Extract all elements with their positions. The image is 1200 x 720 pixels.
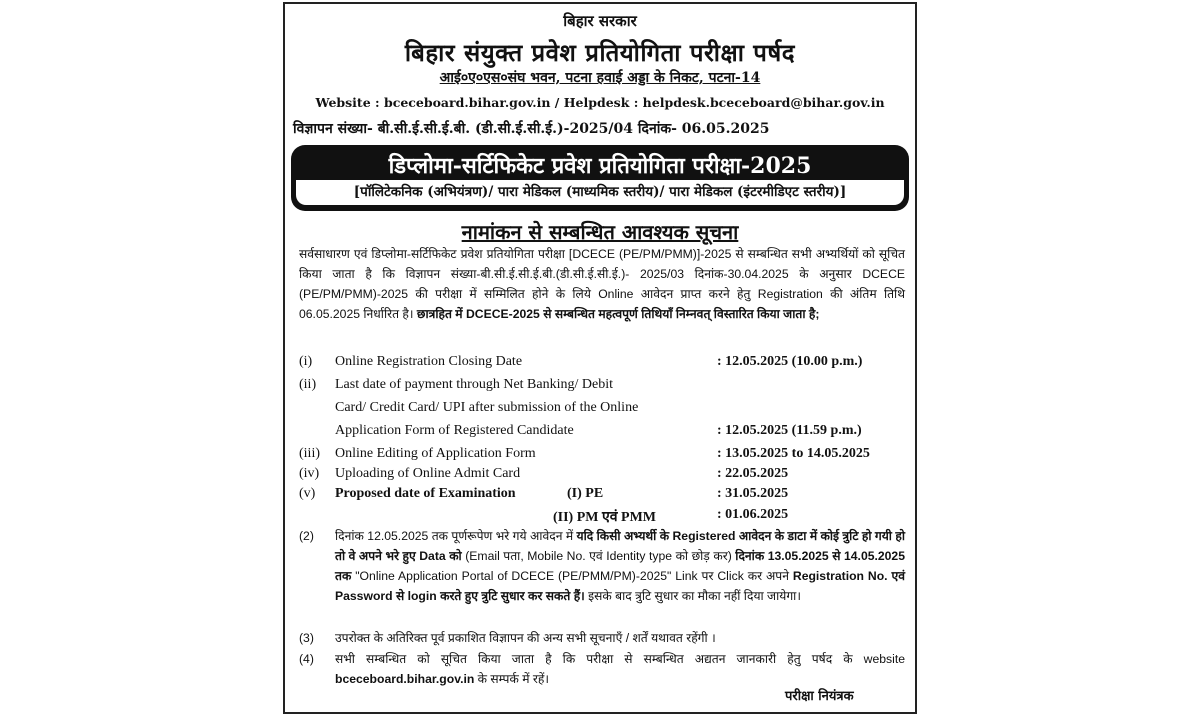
- intro-paragraph: [299, 244, 905, 324]
- govt-label: बिहार सरकार: [563, 12, 637, 30]
- website-line: Website : bceceboard.bihar.gov.in / Helpdesk : helpdesk.bceceboard@bihar.gov.in: [315, 95, 885, 110]
- note-4: (4) सभी सम्बन्धित को सूचित किया जाता है कि परीक्षा से सम्बन्धित अद्यतन जानकारी हेतु पर्षद के website bceceboard.bihar.gov.in के सम्पर्क में रहें।: [299, 652, 905, 686]
- exam-banner: [291, 145, 909, 211]
- notice-heading: नामांकन से सम्बन्धित आवश्यक सूचना: [461, 220, 739, 244]
- board-title: बिहार संयुक्त प्रवेश प्रतियोगिता परीक्षा पर्षद: [404, 38, 796, 67]
- banner-title: डिप्लोमा-सर्टिफिकेट प्रवेश प्रतियोगिता परीक्षा-2025: [388, 153, 812, 179]
- notice-page: बिहार सरकार बिहार संयुक्त प्रवेश प्रतियोगिता परीक्षा पर्षद आई०ए०एस०संघ भवन, पटना हवाई अड्डा के निकट, पटना-14 Website : bceceboard.bihar.gov.in / Helpdesk : helpdesk.bceceboard@bihar.gov.in विज्ञापन संख्या- बी.सी.ई.सी.ई.बी. (डी.सी.ई.सी.ई.)-2025/04 दिनांक- 06.05.2025 डिप्लोमा-सर्टिफिकेट प्रवेश प्रतियोगिता परीक्षा-2025 [पॉलिटेकनिक (अभियंत्रण)/ पारा मेडिकल (माध्यमिक स्तरीय)/ पारा मेडिकल (इंटरमीडिएट स्तरीय)] नामांकन से सम्बन्धित आवश्यक सूचना सर्वसाधारण एवं डिप्लोमा-सर्टिफिकेट प्रवेश प्रतियोगिता परीक्षा [DCECE (PE/PM/PMM)]-2025 से सम्बन्धित सभी अभ्यर्थियों को सूचित किया जाता है कि विज्ञापन संख्या-बी.सी.ई.सी.ई.बी.(डी.सी.ई.सी.ई.)- 2025/03 दिनांक-30.04.2025 के अनुसार DCECE (PE/PM/PMM)-2025 की परीक्षा में सम्मिलित होने के लिये Online आवेदन प्राप्त करने हेतु Registration की अंतिम तिथि 06.05.2025 निर्धारित है। छात्रहित में DCECE-2025 से सम्बन्धित महत्वपूर्ण तिथियाँ निम्नवत् विस्तारित किया जाता है; (i) Online Registration Closing Date : 12.05.2025 (10.00 p.m.) (ii) Last date of payment through Net Banking/ Debit Card/ Credit Card/ UPI after submission of the Online Application Form of Registered Candidate : 12.05.2025 (11.59 p.m.) (iii) Online Editing of Application Form : 13.05.2025 to 14.05.2025 (iv) Uploading of Online Admit Card : 22.05.2025 (v) Proposed date of Examination (I) PE : 31.05.2025 (II) PM एवं PMM : 01.06.2025 (2) दिनांक 12.05.2025 तक पूर्णरूपेण भरे गये आवेदन में यदि किसी अभ्यर्थी के Registered आवेदन के डाटा में कोई त्रुटि हो गयी हो तो वे अपने भरे हुए Data को (Email पता, Mobile No. एवं Identity type को छोड़ कर) दिनांक 13.05.2025 से 14.05.2025 तक "Online Application Portal of DCECE (PE/PMM/PM)-2025" Link पर Click कर अपने Registration No. एवं Password से login करते हुए त्रुटि सुधार कर सकते हैं। इसके बाद त्रुटि सुधार का मौका नहीं दिया जायेगा। (3) उपरोक्त के अतिरिक्त पूर्व प्रकाशित विज्ञापन की अन्य सभी सूचनाएँ / शर्तें यथावत रहेंगी । (4) सभी सम्बन्धित को सूचित किया जाता है कि परीक्षा से सम्बन्धित अद्यतन जानकारी हेतु पर्षद के website bceceboard.bihar.gov.in के सम्पर्क में रहें। परीक्षा नियंत्रक: [283, 2, 917, 714]
- board-address: आई०ए०एस०संघ भवन, पटना हवाई अड्डा के निकट, पटना-14: [439, 70, 761, 86]
- note-2: (2) दिनांक 12.05.2025 तक पूर्णरूपेण भरे गये आवेदन में यदि किसी अभ्यर्थी के Registered आवेदन के डाटा में कोई त्रुटि हो गयी हो तो वे अपने भरे हुए Data को (Email पता, Mobile No. एवं Identity type को छोड़ कर) दिनांक 13.05.2025 से 14.05.2025 तक "Online Application Portal of DCECE (PE/PMM/PM)-2025" Link पर Click कर अपने Registration No. एवं Password से login करते हुए त्रुटि सुधार कर सकते हैं। इसके बाद त्रुटि सुधार का मौका नहीं दिया जायेगा।: [299, 529, 905, 603]
- intro-text: सर्वसाधारण एवं डिप्लोमा-सर्टिफिकेट प्रवेश प्रतियोगिता परीक्षा [DCECE (PE/PM/PMM)]-2025 से सम्बन्धित सभी अभ्यर्थियों को सूचित किया जाता है कि विज्ञापन संख्या-बी.सी.ई.सी.ई.बी.(डी.सी.ई.सी.ई.)- 2025/03 दिनांक-30.04.2025 के अनुसार DCECE (PE/PM/PMM)-2025 की परीक्षा में सम्मिलित होने के लिये Online आवेदन प्राप्त करने हेतु Registration की अंतिम तिथि 06.05.2025 निर्धारित है।: [299, 247, 905, 321]
- intro-bold-text: छात्रहित में DCECE-2025 से सम्बन्धित महत्वपूर्ण तिथियाँ निम्नवत् विस्तारित किया जाता है;: [416, 307, 820, 321]
- note-3: (3) उपरोक्त के अतिरिक्त पूर्व प्रकाशित विज्ञापन की अन्य सभी सूचनाएँ / शर्तें यथावत रहेंगी ।: [299, 631, 716, 645]
- signature: परीक्षा नियंत्रक: [785, 689, 854, 704]
- advertisement-number: विज्ञापन संख्या- बी.सी.ई.सी.ई.बी. (डी.सी.ई.सी.ई.)-2025/04 दिनांक- 06.05.2025: [293, 121, 770, 137]
- banner-subtitle: [पॉलिटेकनिक (अभियंत्रण)/ पारा मेडिकल (माध्यमिक स्तरीय)/ पारा मेडिकल (इंटरमीडिएट स्तरीय)]: [296, 180, 904, 205]
